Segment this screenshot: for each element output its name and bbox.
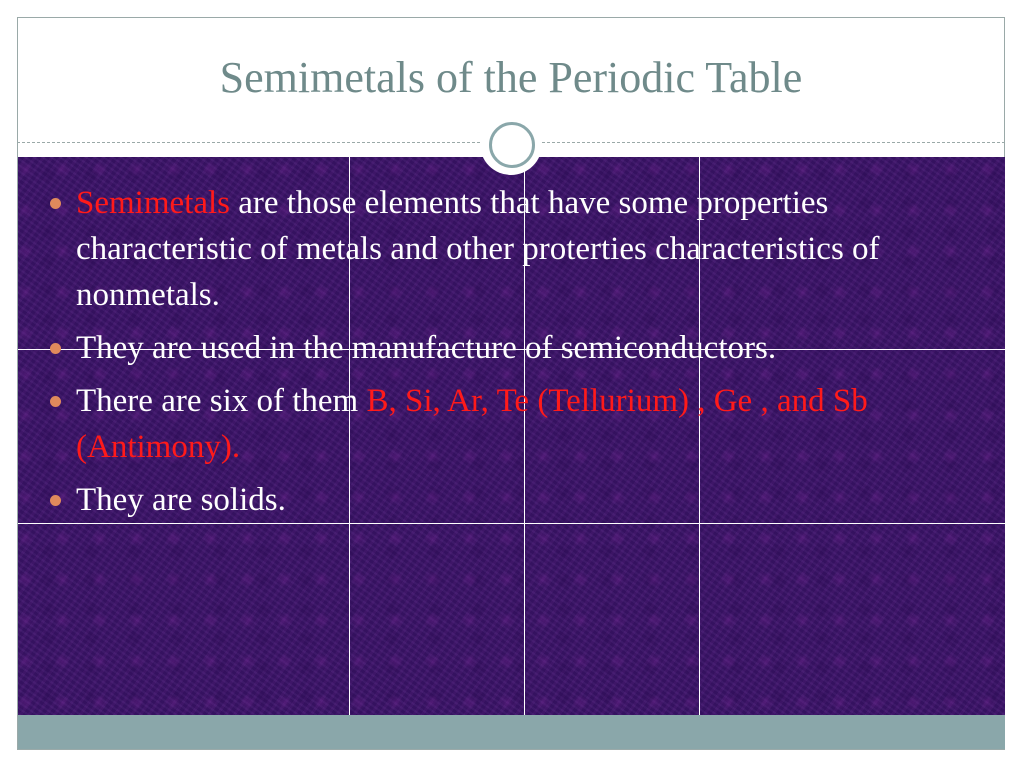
bullet-item-3: [48, 378, 988, 470]
bullet-item-2: [48, 325, 988, 371]
bullet-highlight: Semimetals: [76, 185, 230, 221]
bullet-text: They are used in the manufacture of semiconductors.: [76, 330, 777, 366]
bullet-text: They are solids.: [76, 482, 286, 518]
footer-band: [18, 715, 1005, 749]
bullet-item-1: [48, 180, 988, 318]
bullet-text: are those elements that have some properties characteristic of metals and other proterties characteristics of nonmetals.: [76, 185, 880, 313]
bullet-icon: [50, 198, 61, 209]
bullet-list: [48, 180, 988, 530]
bullet-icon: [50, 396, 61, 407]
bullet-text: There are six of them: [76, 383, 367, 419]
bullet-icon: [50, 495, 61, 506]
title-ornament-ring: [489, 122, 535, 168]
bullet-highlight: B, Si, Ar, Te (Tellurium) , Ge , and Sb (Antimony).: [76, 383, 868, 465]
bullet-item-4: [48, 477, 988, 523]
bullet-icon: [50, 343, 61, 354]
slide-title: Semimetals of the Periodic Table: [219, 53, 803, 102]
